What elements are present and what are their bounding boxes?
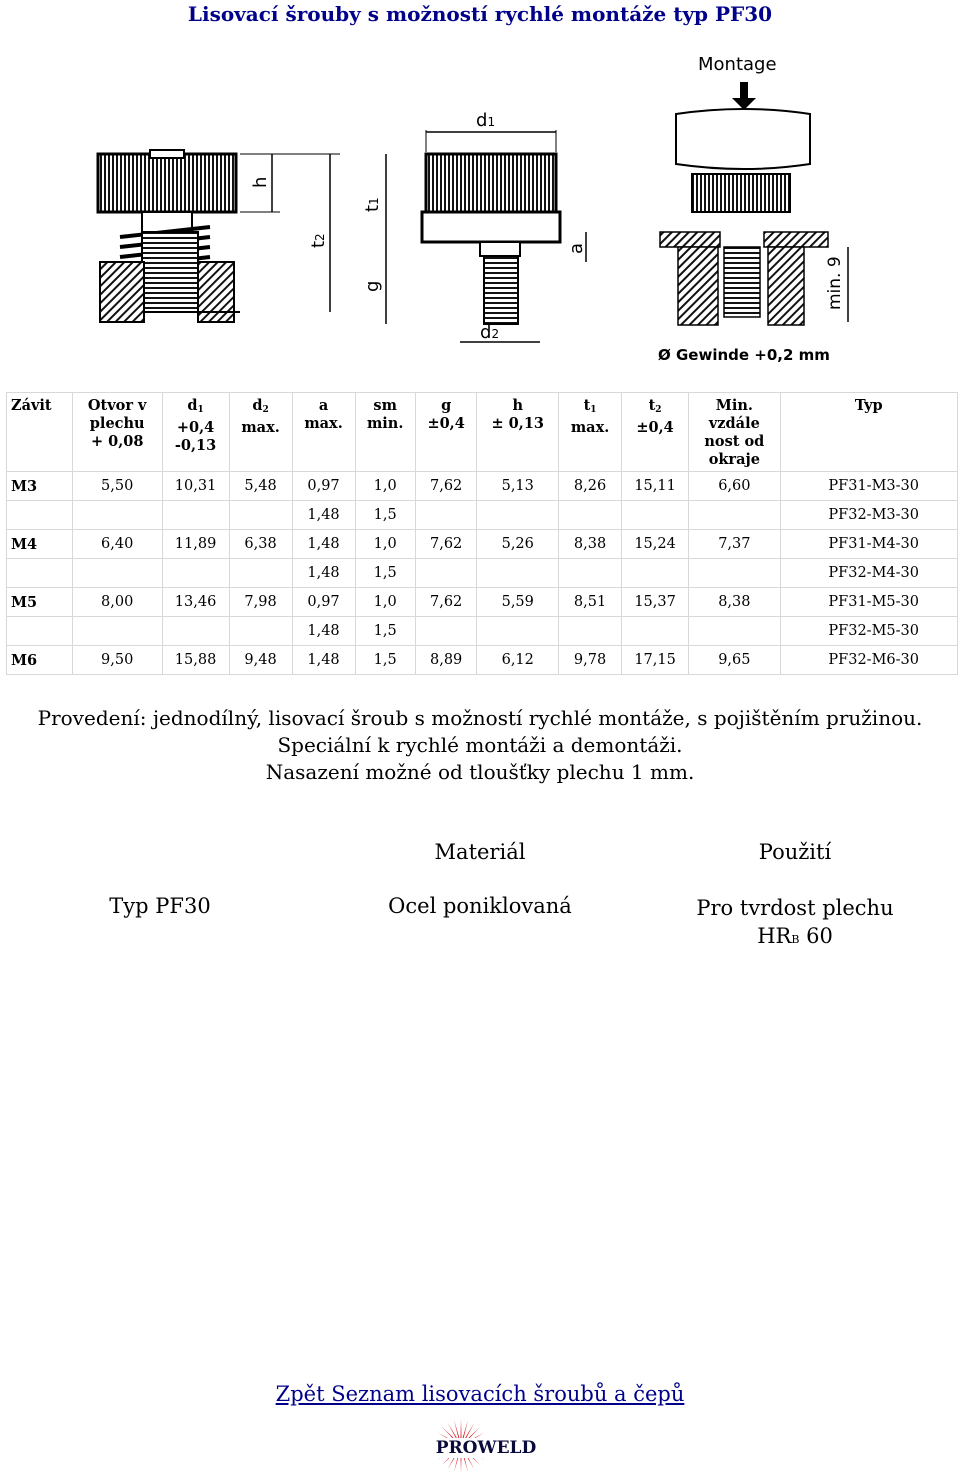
table-cell: 1,0 xyxy=(355,472,415,501)
back-link-container xyxy=(0,1382,960,1406)
dim-t2-label: t2 xyxy=(308,233,329,248)
table-cell: 11,89 xyxy=(162,530,229,559)
table-cell: 6,40 xyxy=(72,530,162,559)
column-header: a max. xyxy=(292,393,355,472)
table-cell xyxy=(477,559,559,588)
table-cell xyxy=(72,559,162,588)
page-title: Lisovací šrouby s možností rychlé montáže typ PF30 xyxy=(187,2,773,26)
arrow-down-icon xyxy=(732,82,756,110)
table-cell: 7,98 xyxy=(229,588,292,617)
svg-text:PROWELD: PROWELD xyxy=(435,1438,537,1458)
table-cell: 9,65 xyxy=(689,646,781,675)
table-cell xyxy=(415,617,477,646)
table-cell: 5,59 xyxy=(477,588,559,617)
table-row xyxy=(7,472,958,501)
table-cell: 0,97 xyxy=(292,472,355,501)
table-cell xyxy=(415,501,477,530)
table-cell: 15,24 xyxy=(622,530,689,559)
table-cell: 15,88 xyxy=(162,646,229,675)
dim-h-label: h xyxy=(250,176,271,188)
table-row xyxy=(7,646,958,675)
technical-drawing xyxy=(80,42,880,372)
table-cell xyxy=(7,559,73,588)
table-cell: 9,50 xyxy=(72,646,162,675)
table-cell: PF31-M3-30 xyxy=(780,472,957,501)
table-cell: 1,48 xyxy=(292,617,355,646)
description-line: Nasazení možné od tloušťky plechu 1 mm. xyxy=(265,760,695,784)
table-cell: M3 xyxy=(7,472,73,501)
table-cell: PF31-M4-30 xyxy=(780,530,957,559)
table-cell xyxy=(162,559,229,588)
screw-spring-view xyxy=(98,150,340,322)
table-cell: 5,50 xyxy=(72,472,162,501)
description-line: Speciální k rychlé montáži a demontáži. xyxy=(277,733,683,757)
table-cell: 6,60 xyxy=(689,472,781,501)
table-cell: 8,00 xyxy=(72,588,162,617)
table-cell: 0,97 xyxy=(292,588,355,617)
table-cell xyxy=(559,617,622,646)
dim-g-label: g xyxy=(362,280,383,292)
description xyxy=(0,705,960,786)
table-cell xyxy=(229,501,292,530)
table-cell xyxy=(477,617,559,646)
table-cell: 7,37 xyxy=(689,530,781,559)
table-cell: 8,51 xyxy=(559,588,622,617)
table-cell xyxy=(622,559,689,588)
table-cell xyxy=(229,559,292,588)
table-cell: 15,11 xyxy=(622,472,689,501)
mounting-view xyxy=(658,54,848,364)
proweld-logo xyxy=(403,1418,563,1474)
table-cell: 7,62 xyxy=(415,530,477,559)
table-cell xyxy=(229,617,292,646)
table-row xyxy=(7,617,958,646)
table-cell xyxy=(622,501,689,530)
table-cell xyxy=(477,501,559,530)
table-cell: 1,0 xyxy=(355,530,415,559)
table-cell: 1,48 xyxy=(292,646,355,675)
dim-t1-label: t1 xyxy=(362,197,383,212)
column-header: Typ xyxy=(780,393,957,472)
montage-label: Montage xyxy=(698,54,777,75)
table-cell: 1,5 xyxy=(355,559,415,588)
table-cell: PF32-M5-30 xyxy=(780,617,957,646)
table-cell: 5,13 xyxy=(477,472,559,501)
table-header-row xyxy=(7,393,958,472)
table-cell xyxy=(162,501,229,530)
column-header: $d_1$ +0,4 -0,13 xyxy=(162,393,229,472)
dim-d2-label: d2 xyxy=(480,322,500,343)
column-header: $d_2$ max. xyxy=(229,393,292,472)
table-cell xyxy=(559,501,622,530)
table-cell xyxy=(689,559,781,588)
table-cell: PF32-M6-30 xyxy=(780,646,957,675)
table-cell: 10,31 xyxy=(162,472,229,501)
column-header: Závit xyxy=(7,393,73,472)
table-cell xyxy=(415,559,477,588)
table-cell xyxy=(622,617,689,646)
type-label: Typ PF30 xyxy=(109,894,211,918)
table-cell xyxy=(559,559,622,588)
table-cell: 1,48 xyxy=(292,530,355,559)
column-header: $t_2$ ±0,4 xyxy=(622,393,689,472)
table-row xyxy=(7,501,958,530)
table-row xyxy=(7,530,958,559)
table-cell: 1,0 xyxy=(355,588,415,617)
description-line: Provedení: jednodílný, lisovací šroub s možností rychlé montáže, s pojištěním pružinou. xyxy=(37,706,923,730)
dim-d1-label: d1 xyxy=(476,110,496,131)
table-cell: 7,62 xyxy=(415,588,477,617)
table-cell xyxy=(72,501,162,530)
table-cell: 8,38 xyxy=(559,530,622,559)
table-cell xyxy=(689,617,781,646)
table-cell: 1,5 xyxy=(355,617,415,646)
table-cell: 5,48 xyxy=(229,472,292,501)
table-cell: 1,5 xyxy=(355,501,415,530)
table-cell: 7,62 xyxy=(415,472,477,501)
min9-label: min. 9 xyxy=(825,256,845,310)
table-cell: 8,89 xyxy=(415,646,477,675)
table-cell: PF31-M5-30 xyxy=(780,588,957,617)
back-link[interactable]: Zpět Seznam lisovacích šroubů a čepů xyxy=(275,1382,685,1406)
table-row xyxy=(7,559,958,588)
table-cell: 9,78 xyxy=(559,646,622,675)
table-cell: 9,48 xyxy=(229,646,292,675)
table-cell xyxy=(162,617,229,646)
table-cell: 17,15 xyxy=(622,646,689,675)
table-cell xyxy=(7,617,73,646)
table-cell: 6,38 xyxy=(229,530,292,559)
table-cell: 15,37 xyxy=(622,588,689,617)
spec-table xyxy=(6,392,958,675)
table-cell: 8,38 xyxy=(689,588,781,617)
material-heading: Materiál xyxy=(434,840,526,864)
column-header: sm min. xyxy=(355,393,415,472)
table-cell: 8,26 xyxy=(559,472,622,501)
table-cell: M6 xyxy=(7,646,73,675)
table-cell: 1,48 xyxy=(292,501,355,530)
usage-heading: Použití xyxy=(758,840,832,864)
dim-a-label: a xyxy=(566,242,587,254)
table-cell: 13,46 xyxy=(162,588,229,617)
table-cell xyxy=(689,501,781,530)
table-cell: 1,48 xyxy=(292,559,355,588)
table-cell: M4 xyxy=(7,530,73,559)
table-cell: 5,26 xyxy=(477,530,559,559)
column-header: Min. vzdále nost od okraje xyxy=(689,393,781,472)
column-header: $t_1$ max. xyxy=(559,393,622,472)
table-cell: 6,12 xyxy=(477,646,559,675)
column-header: Otvor v plechu + 0,08 xyxy=(72,393,162,472)
material-value: Ocel poniklovaná xyxy=(388,894,572,918)
table-cell: PF32-M3-30 xyxy=(780,501,957,530)
column-header: h ± 0,13 xyxy=(477,393,559,472)
screw-dimension-view xyxy=(362,110,587,343)
gewinde-label: Ø Gewinde +0,2 mm xyxy=(658,346,830,364)
table-cell xyxy=(7,501,73,530)
table-row xyxy=(7,588,958,617)
usage-value: Pro tvrdost plechu HRB 60 xyxy=(696,896,894,948)
table-cell: PF32-M4-30 xyxy=(780,559,957,588)
column-header: g ±0,4 xyxy=(415,393,477,472)
table-cell xyxy=(72,617,162,646)
table-cell: 1,5 xyxy=(355,646,415,675)
table-cell: M5 xyxy=(7,588,73,617)
